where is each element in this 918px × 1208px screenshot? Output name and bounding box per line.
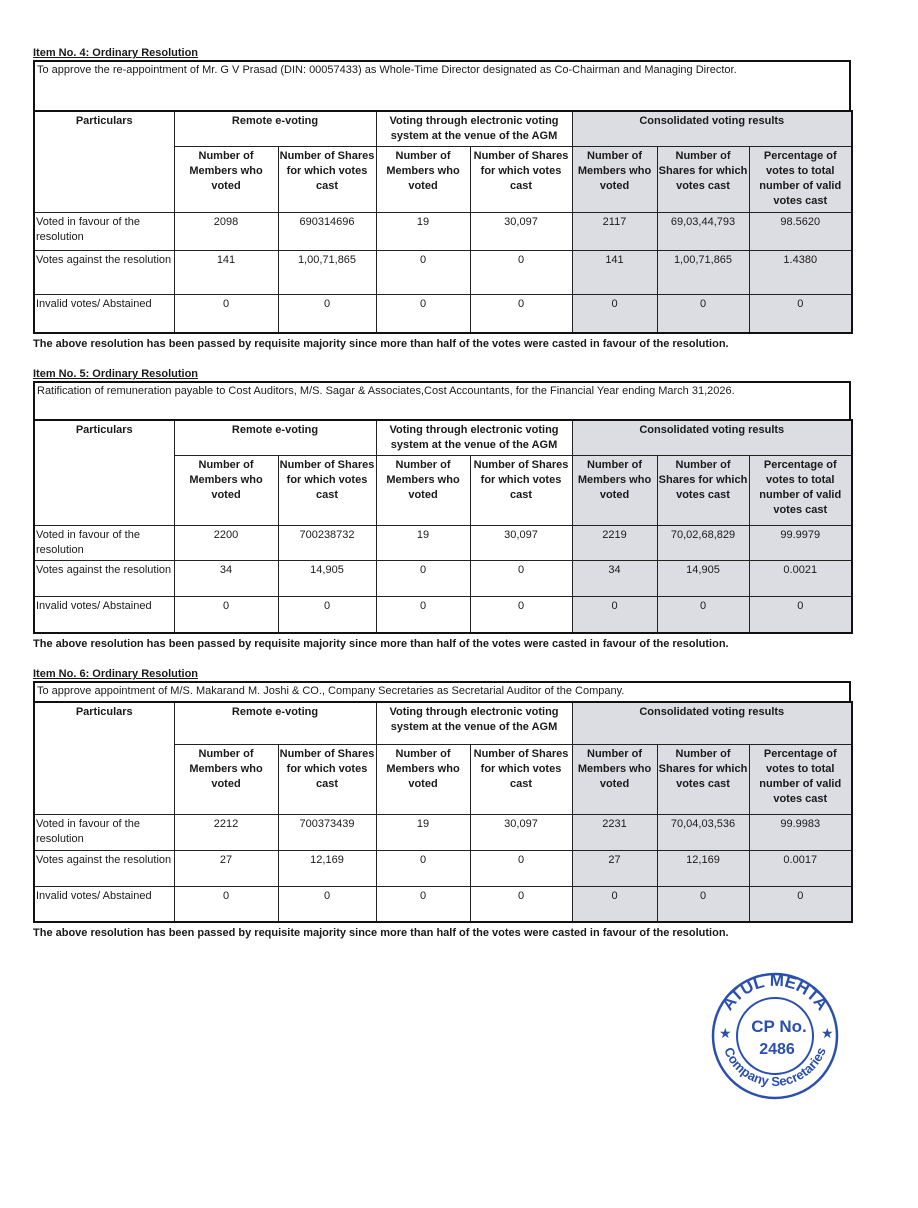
column-header: Number of Members who voted — [174, 147, 278, 213]
column-header: Number of Shares for which votes cast — [470, 147, 572, 213]
column-header: Number of Shares for which votes cast — [470, 456, 572, 526]
row-label: Votes against the resolution — [34, 561, 174, 597]
column-header: Number of Members who voted — [376, 456, 470, 526]
resolution-passed-note: The above resolution has been passed by requisite majority since more than half of the votes were casted in favour of the resolution. — [33, 637, 729, 650]
cell-value: 0.0021 — [749, 561, 852, 597]
row-label: Voted in favour of the resolution — [34, 213, 174, 251]
header-group: Remote e-voting — [174, 111, 376, 147]
group-header-row — [34, 702, 852, 744]
cell-value: 34 — [174, 561, 278, 597]
cell-value: 99.9979 — [749, 526, 852, 561]
resolution-description: Ratification of remuneration payable to Cost Auditors, M/S. Sagar & Associates,Cost Accountants, for the Financial Year ending March 31,2026. — [33, 381, 851, 419]
cell-value: 0 — [174, 597, 278, 633]
column-header: Percentage of votes to total number of valid votes cast — [749, 147, 852, 213]
column-header: Number of Members who voted — [572, 147, 657, 213]
header-group: Voting through electronic voting system at the venue of the AGM — [376, 702, 572, 744]
group-header-row — [34, 420, 852, 456]
cell-value: 0 — [278, 886, 376, 922]
cell-value: 12,169 — [657, 850, 749, 886]
cell-value: 0 — [470, 597, 572, 633]
header-group: Remote e-voting — [174, 702, 376, 744]
column-header: Number of Members who voted — [174, 744, 278, 814]
cell-value: 2200 — [174, 526, 278, 561]
row-label: Voted in favour of the resolution — [34, 526, 174, 561]
resolution-heading: Item No. 6: Ordinary Resolution — [33, 668, 199, 680]
cell-value: 0 — [657, 295, 749, 333]
voting-results-table — [33, 701, 853, 923]
header-particulars: Particulars — [34, 702, 174, 814]
svg-text:2486: 2486 — [759, 1041, 795, 1058]
cell-value: 0 — [376, 886, 470, 922]
table-row — [34, 526, 852, 561]
cell-value: 141 — [572, 251, 657, 295]
cell-value: 98.5620 — [749, 213, 852, 251]
cell-value: 2212 — [174, 814, 278, 850]
cell-value: 1,00,71,865 — [278, 251, 376, 295]
resolution-heading: Item No. 5: Ordinary Resolution — [33, 368, 199, 380]
column-header: Number of Shares for which votes cast — [278, 456, 376, 526]
resolution-description: To approve appointment of M/S. Makarand M. Joshi & CO., Company Secretaries as Secretarial Auditor of the Company. — [33, 681, 851, 701]
header-group: Voting through electronic voting system at the venue of the AGM — [376, 420, 572, 456]
cell-value: 69,03,44,793 — [657, 213, 749, 251]
column-header: Number of Members who voted — [376, 147, 470, 213]
svg-text:★: ★ — [821, 1025, 834, 1041]
header-group: Remote e-voting — [174, 420, 376, 456]
cell-value: 2098 — [174, 213, 278, 251]
table-row — [34, 850, 852, 886]
cell-value: 0.0017 — [749, 850, 852, 886]
column-header: Number of Shares for which votes cast — [657, 744, 749, 814]
cell-value: 1.4380 — [749, 251, 852, 295]
header-group: Consolidated voting results — [572, 702, 852, 744]
cell-value: 0 — [657, 886, 749, 922]
table-row — [34, 251, 852, 295]
cell-value: 0 — [376, 850, 470, 886]
cell-value: 0 — [749, 597, 852, 633]
cell-value: 27 — [174, 850, 278, 886]
cell-value: 700373439 — [278, 814, 376, 850]
cell-value: 0 — [470, 295, 572, 333]
table-row — [34, 814, 852, 850]
row-label: Invalid votes/ Abstained — [34, 597, 174, 633]
cell-value: 141 — [174, 251, 278, 295]
cell-value: 14,905 — [278, 561, 376, 597]
header-group: Voting through electronic voting system at the venue of the AGM — [376, 111, 572, 147]
column-header: Number of Shares for which votes cast — [278, 744, 376, 814]
cell-value: 99.9983 — [749, 814, 852, 850]
svg-text:★: ★ — [719, 1025, 732, 1041]
cell-value: 19 — [376, 526, 470, 561]
cell-value: 1,00,71,865 — [657, 251, 749, 295]
cell-value: 0 — [572, 597, 657, 633]
cell-value: 30,097 — [470, 526, 572, 561]
cell-value: 0 — [376, 561, 470, 597]
cell-value: 0 — [470, 561, 572, 597]
cell-value: 0 — [572, 295, 657, 333]
cell-value: 690314696 — [278, 213, 376, 251]
column-header: Number of Shares for which votes cast — [470, 744, 572, 814]
cell-value: 0 — [470, 886, 572, 922]
column-header: Number of Members who voted — [174, 456, 278, 526]
cell-value: 700238732 — [278, 526, 376, 561]
resolution-heading: Item No. 4: Ordinary Resolution — [33, 47, 199, 59]
cell-value: 19 — [376, 814, 470, 850]
column-header: Number of Members who voted — [376, 744, 470, 814]
cell-value: 0 — [572, 886, 657, 922]
cell-value: 14,905 — [657, 561, 749, 597]
column-header: Percentage of votes to total number of valid votes cast — [749, 744, 852, 814]
cell-value: 0 — [278, 295, 376, 333]
resolution-description: To approve the re-appointment of Mr. G V Prasad (DIN: 00057433) as Whole-Time Director designated as Co-Chairman and Managing Director. — [33, 60, 851, 110]
row-label: Votes against the resolution — [34, 850, 174, 886]
row-label: Votes against the resolution — [34, 251, 174, 295]
cell-value: 0 — [749, 886, 852, 922]
resolution-item-6 — [33, 667, 851, 939]
cell-value: 70,02,68,829 — [657, 526, 749, 561]
cell-value: 0 — [376, 295, 470, 333]
cell-value: 0 — [657, 597, 749, 633]
cell-value: 0 — [749, 295, 852, 333]
cell-value: 30,097 — [470, 814, 572, 850]
column-header: Number of Members who voted — [572, 456, 657, 526]
header-particulars: Particulars — [34, 420, 174, 526]
voting-results-table — [33, 110, 853, 334]
cell-value: 0 — [470, 850, 572, 886]
cell-value: 30,097 — [470, 213, 572, 251]
cell-value: 27 — [572, 850, 657, 886]
table-row — [34, 561, 852, 597]
cell-value: 0 — [376, 251, 470, 295]
svg-text:ATUL MEHTA: ATUL MEHTA — [717, 972, 833, 1014]
svg-text:Company Secretaries: Company Secretaries — [721, 1044, 829, 1090]
cell-value: 19 — [376, 213, 470, 251]
cell-value: 0 — [376, 597, 470, 633]
resolution-passed-note: The above resolution has been passed by requisite majority since more than half of the votes were casted in favour of the resolution. — [33, 337, 729, 350]
cell-value: 0 — [278, 597, 376, 633]
voting-results-table — [33, 419, 853, 634]
cell-value: 0 — [470, 251, 572, 295]
resolution-passed-note: The above resolution has been passed by requisite majority since more than half of the votes were casted in favour of the resolution. — [33, 927, 729, 939]
header-group: Consolidated voting results — [572, 111, 852, 147]
row-label: Invalid votes/ Abstained — [34, 295, 174, 333]
cell-value: 0 — [174, 886, 278, 922]
cell-value: 2117 — [572, 213, 657, 251]
table-row — [34, 886, 852, 922]
cell-value: 2219 — [572, 526, 657, 561]
cell-value: 12,169 — [278, 850, 376, 886]
resolution-item-5 — [33, 367, 851, 650]
cell-value: 0 — [174, 295, 278, 333]
header-group: Consolidated voting results — [572, 420, 852, 456]
column-header: Number of Shares for which votes cast — [657, 147, 749, 213]
resolution-item-4 — [33, 46, 851, 350]
group-header-row — [34, 111, 852, 147]
svg-text:CP No.: CP No. — [751, 1017, 807, 1036]
table-row — [34, 597, 852, 633]
cell-value: 34 — [572, 561, 657, 597]
column-header: Number of Members who voted — [572, 744, 657, 814]
cell-value: 2231 — [572, 814, 657, 850]
table-row — [34, 213, 852, 251]
row-label: Voted in favour of the resolution — [34, 814, 174, 850]
header-particulars: Particulars — [34, 111, 174, 213]
column-header: Number of Shares for which votes cast — [657, 456, 749, 526]
table-row — [34, 295, 852, 333]
column-header: Number of Shares for which votes cast — [278, 147, 376, 213]
cell-value: 70,04,03,536 — [657, 814, 749, 850]
column-header: Percentage of votes to total number of valid votes cast — [749, 456, 852, 526]
row-label: Invalid votes/ Abstained — [34, 886, 174, 922]
company-secretary-stamp — [705, 972, 845, 1102]
